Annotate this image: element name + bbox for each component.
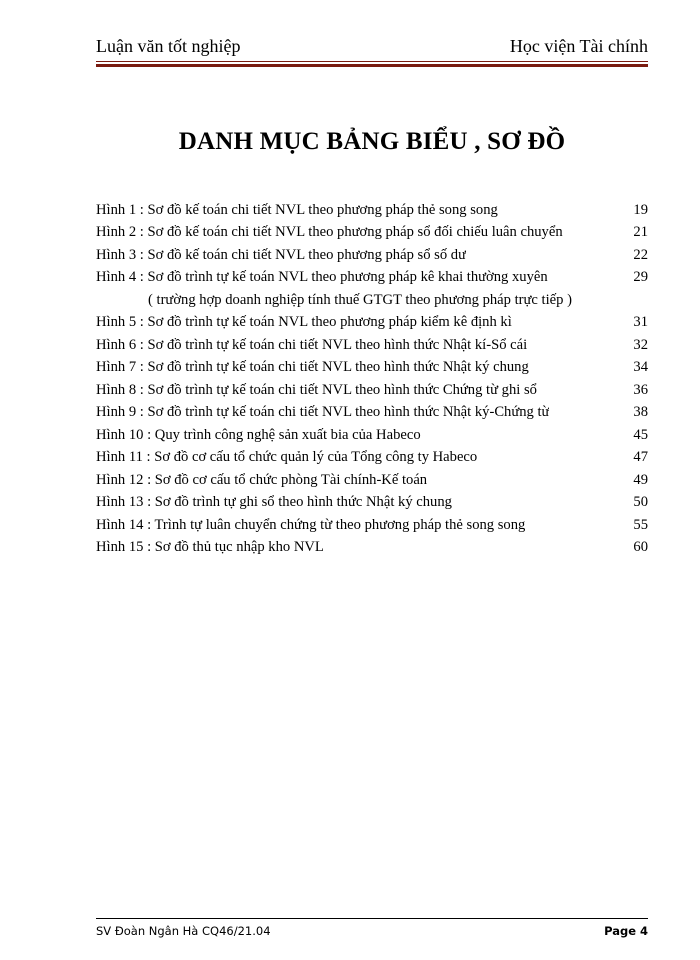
footer-page-number: Page 4 <box>604 924 648 938</box>
toc-entry-page: 49 <box>633 471 648 488</box>
toc-entry <box>96 469 648 492</box>
toc-entry-label: Hình 15 : Sơ đồ thủ tục nhập kho NVL <box>96 539 324 556</box>
header-right-text: Học viện Tài chính <box>509 36 648 56</box>
toc-entry-page: 60 <box>633 539 648 556</box>
toc-entry-label: Hình 11 : Sơ đồ cơ cấu tổ chức quản lý của Tổng công ty Habeco <box>96 449 478 466</box>
header-left-text: Luận văn tốt nghiệp <box>96 36 241 56</box>
toc-entry-page: 55 <box>633 516 648 533</box>
toc-entry-label: Hình 8 : Sơ đồ trình tự kế toán chi tiết NVL theo hình thức Chứng từ ghi sổ <box>96 381 537 398</box>
toc-entry-page: 38 <box>633 404 648 421</box>
toc-entry <box>96 379 648 402</box>
toc-entry-page: 45 <box>633 426 648 443</box>
toc-entry-label: Hình 3 : Sơ đồ kế toán chi tiết NVL theo phương pháp sổ số dư <box>96 246 466 263</box>
toc-continuation-line <box>96 289 648 312</box>
page-header <box>96 36 648 57</box>
toc-entry-label: Hình 2 : Sơ đồ kế toán chi tiết NVL theo phương pháp sổ đối chiếu luân chuyển <box>96 224 563 241</box>
toc-entry <box>96 244 648 267</box>
page-footer <box>96 924 648 938</box>
toc-entry-label: Hình 13 : Sơ đồ trình tự ghi sổ theo hình thức Nhật ký chung <box>96 494 452 511</box>
toc-entry-page: 47 <box>633 449 648 466</box>
toc-entry <box>96 447 648 470</box>
toc-entry-page: 29 <box>633 269 648 286</box>
toc-entry <box>96 267 648 290</box>
toc-entry <box>96 312 648 335</box>
toc-entry <box>96 514 648 537</box>
header-divider-thin <box>96 61 648 62</box>
toc-entry <box>96 402 648 425</box>
toc-entry-label: Hình 9 : Sơ đồ trình tự kế toán chi tiết NVL theo hình thức Nhật ký-Chứng từ <box>96 404 550 421</box>
toc-entry <box>96 199 648 222</box>
toc-entry <box>96 492 648 515</box>
toc-entry-page: 21 <box>633 224 648 241</box>
toc-entry-label: ( trường hợp doanh nghiệp tính thuế GTGT theo phương pháp trực tiếp ) <box>148 291 572 308</box>
table-of-figures <box>96 199 648 559</box>
toc-entry-page: 22 <box>633 246 648 263</box>
toc-entry-label: Hình 7 : Sơ đồ trình tự kế toán chi tiết NVL theo hình thức Nhật ký chung <box>96 359 529 376</box>
toc-entry <box>96 222 648 245</box>
footer-divider <box>96 918 648 919</box>
toc-entry-label: Hình 4 : Sơ đồ trình tự kế toán NVL theo phương pháp kê khai thường xuyên <box>96 269 548 286</box>
toc-entry-page: 19 <box>633 201 648 218</box>
toc-entry-label: Hình 12 : Sơ đồ cơ cấu tổ chức phòng Tài chính-Kế toán <box>96 471 428 488</box>
toc-entry-label: Hình 5 : Sơ đồ trình tự kế toán NVL theo phương pháp kiểm kê định kì <box>96 314 512 331</box>
toc-entry-label: Hình 6 : Sơ đồ trình tự kế toán chi tiết NVL theo hình thức Nhật kí-Sổ cái <box>96 336 528 353</box>
toc-entry <box>96 334 648 357</box>
toc-entry <box>96 537 648 560</box>
toc-entry-page: 34 <box>633 359 648 376</box>
page-title: DANH MỤC BẢNG BIỂU , SƠ ĐỒ <box>178 128 566 155</box>
toc-entry-label: Hình 10 : Quy trình công nghệ sản xuất bia của Habeco <box>96 426 421 443</box>
toc-entry-label: Hình 14 : Trình tự luân chuyển chứng từ theo phương pháp thẻ song song <box>96 516 526 533</box>
footer-author: SV Đoàn Ngân Hà CQ46/21.04 <box>96 924 271 938</box>
toc-entry <box>96 424 648 447</box>
toc-entry-page: 32 <box>633 336 648 353</box>
toc-entry <box>96 357 648 380</box>
toc-entry-page: 50 <box>633 494 648 511</box>
header-divider-thick <box>96 64 648 67</box>
toc-entry-label: Hình 1 : Sơ đồ kế toán chi tiết NVL theo phương pháp thẻ song song <box>96 201 498 218</box>
toc-entry-page: 31 <box>633 314 648 331</box>
toc-entry-page: 36 <box>633 381 648 398</box>
